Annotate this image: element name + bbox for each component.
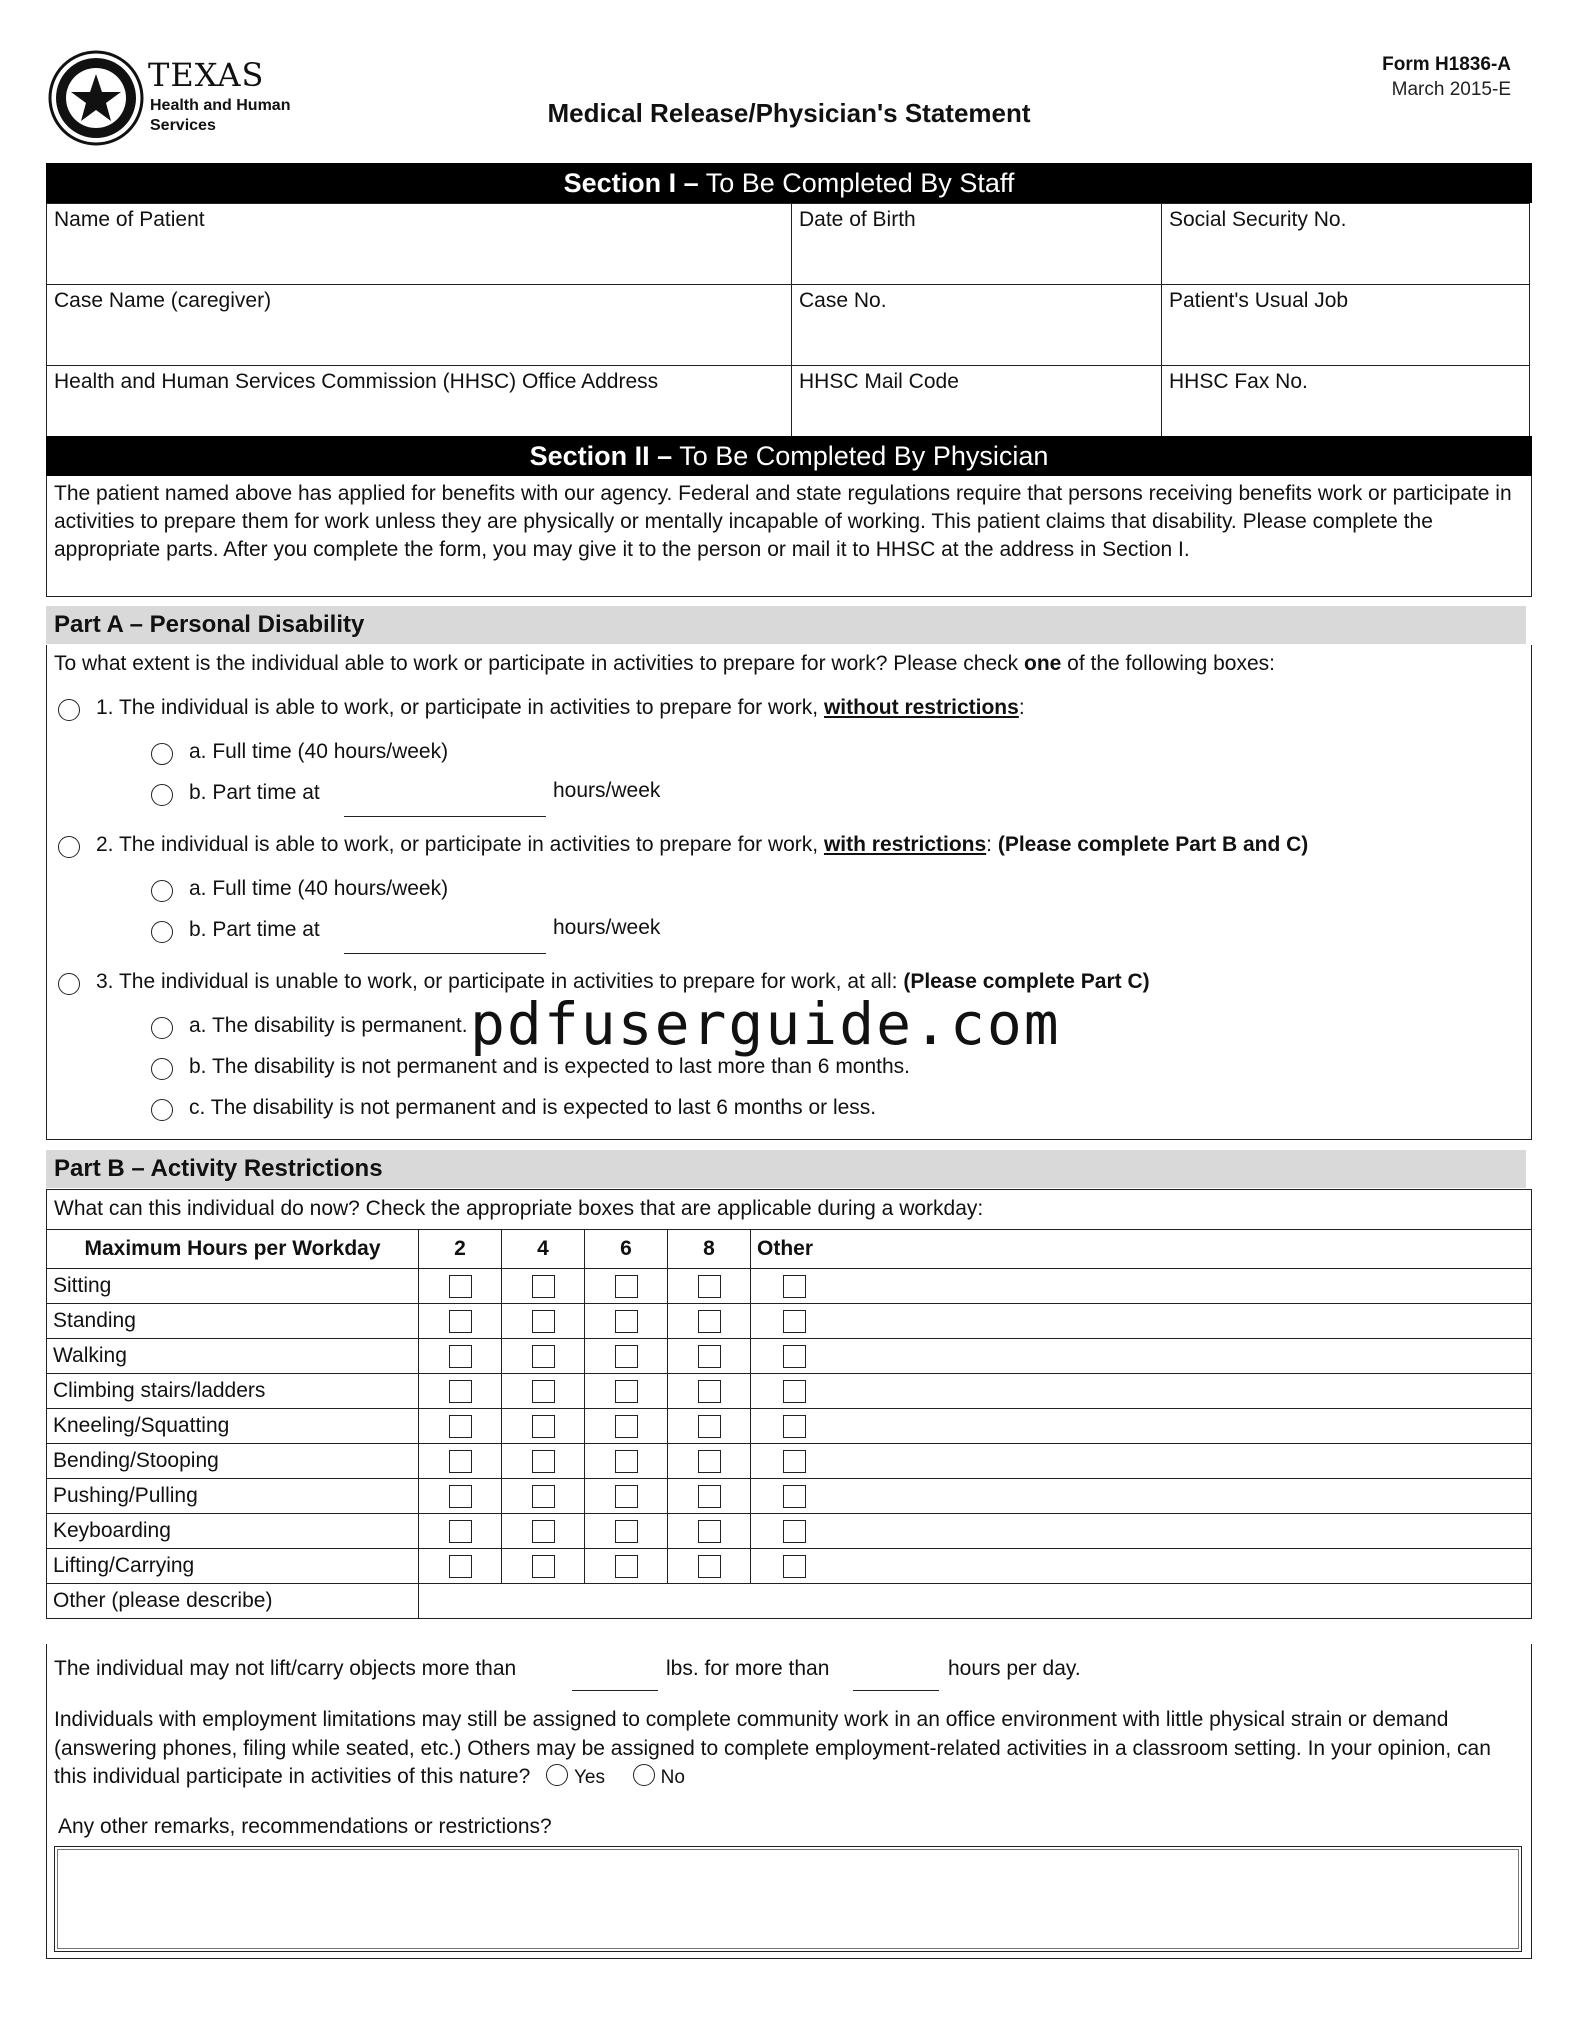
option-emphasis: with restrictions [823,833,987,856]
fax-no-field[interactable] [1162,366,1530,447]
other-describe-label: Other (please describe) [47,1584,419,1619]
option-2b-radio[interactable] [151,921,173,943]
hours-6-checkbox[interactable] [615,1415,638,1438]
option-3a-label: a. The disability is permanent. [189,1014,468,1037]
table-row [47,1269,1532,1304]
hours-4-checkbox[interactable] [532,1485,555,1508]
yes-radio[interactable] [546,1764,568,1786]
section-2-header [46,436,1532,476]
hours-other-checkbox[interactable] [783,1520,806,1543]
table-row [47,1339,1532,1374]
activity-restrictions-table [46,1229,1532,1619]
table-row [47,204,1530,285]
checkbox-cell [419,1479,502,1514]
hours-other-checkbox[interactable] [783,1415,806,1438]
option-2a-label: a. Full time (40 hours/week) [189,877,449,900]
checkbox-cell [419,1409,502,1444]
checkbox-cell [668,1479,751,1514]
checkbox-cell [751,1409,1532,1444]
remarks-label: Any other remarks, recommendations or restrictions? [58,1815,552,1838]
hours-8-checkbox[interactable] [698,1415,721,1438]
checkbox-cell [419,1514,502,1549]
hours-6-checkbox[interactable] [615,1380,638,1403]
checkbox-cell [751,1269,1532,1304]
table-row [47,1584,1532,1619]
option-text: 2. The individual is able to work, or participate in activities to prepare for work, [96,833,824,856]
option-1-label [96,696,1025,720]
lift-limit-pre: The individual may not lift/carry objects more than [54,1657,517,1680]
hours-4-checkbox[interactable] [532,1520,555,1543]
hours-8-checkbox[interactable] [698,1345,721,1368]
hours-2-checkbox[interactable] [449,1485,472,1508]
checkbox-cell [502,1549,585,1584]
hours-4-checkbox[interactable] [532,1415,555,1438]
date-of-birth-field[interactable] [792,204,1162,285]
table-row [47,366,1530,447]
name-of-patient-field[interactable] [47,204,792,285]
option-1a-label: a. Full time (40 hours/week) [189,740,449,763]
option-3b-label: b. The disability is not permanent and is expected to last more than 6 months. [189,1055,911,1078]
section-2-bold: Section II – [529,441,673,471]
option-3b-radio[interactable] [151,1058,173,1080]
checkbox-cell [668,1374,751,1409]
activity-label: Keyboarding [47,1514,419,1549]
option-text-mid: : [986,833,998,856]
hours-2-checkbox[interactable] [449,1380,472,1403]
lift-lbs-input[interactable] [572,1662,658,1691]
option-2-label [96,833,1308,857]
option-3-radio[interactable] [58,973,80,995]
table-header-row [47,1230,1532,1269]
hours-4-checkbox[interactable] [532,1345,555,1368]
limitations-text: Individuals with employment limitations may still be assigned to complete community work in an office environment with little physical strain or demand (answering phones, filing while seated, etc.) Others may be assigned to complete employment-related activities in a classroom setting. In your opinion, can this individual participate in activities of this nature? [54,1708,1491,1788]
lift-limit-mid: lbs. for more than [666,1657,830,1680]
option-note: (Please complete Part B and C) [997,833,1309,856]
table-row [47,1549,1532,1584]
hours-4-checkbox[interactable] [532,1555,555,1578]
question-text-end: of the following boxes: [1061,652,1275,675]
activity-label: Climbing stairs/ladders [47,1374,419,1409]
hours-other-checkbox[interactable] [783,1450,806,1473]
watermark: pdfuserguide.com [470,990,1061,1058]
hours-6-checkbox[interactable] [615,1345,638,1368]
option-text: 3. The individual is unable to work, or participate in activities to prepare for work, at all: [96,970,904,993]
checkbox-cell [502,1374,585,1409]
checkbox-cell [751,1549,1532,1584]
section-1-fields [46,203,1530,447]
hours-4-checkbox[interactable] [532,1275,555,1298]
hours-2-checkbox[interactable] [449,1555,472,1578]
option-2-radio[interactable] [58,836,80,858]
activity-label: Walking [47,1339,419,1374]
checkbox-cell [751,1444,1532,1479]
question-text: To what extent is the individual able to work or participate in activities to prepare for work? Please check [54,652,1024,675]
section-1-bold: Section I – [563,168,699,198]
mail-code-field[interactable] [792,366,1162,447]
option-3a-radio[interactable] [151,1017,173,1039]
checkbox-cell [585,1304,668,1339]
checkbox-cell [419,1339,502,1374]
lift-hours-input[interactable] [853,1662,939,1691]
ssn-field[interactable] [1162,204,1530,285]
hours-6-checkbox[interactable] [615,1520,638,1543]
checkbox-cell [668,1409,751,1444]
checkbox-cell [751,1339,1532,1374]
option-text: 1. The individual is able to work, or participate in activities to prepare for work, [96,696,824,719]
hours-2-checkbox[interactable] [449,1520,472,1543]
col-max-hours: Maximum Hours per Workday [47,1230,419,1269]
table-row [47,285,1530,366]
hours-2-checkbox[interactable] [449,1275,472,1298]
hours-8-checkbox[interactable] [698,1450,721,1473]
hours-4-checkbox[interactable] [532,1310,555,1333]
hours-8-checkbox[interactable] [698,1555,721,1578]
case-no-field[interactable] [792,285,1162,366]
no-radio[interactable] [633,1764,655,1786]
checkbox-cell [751,1514,1532,1549]
activity-label: Standing [47,1304,419,1339]
part-b-header: Part B – Activity Restrictions [46,1150,1526,1188]
checkbox-cell [751,1479,1532,1514]
activity-label: Pushing/Pulling [47,1479,419,1514]
hours-other-checkbox[interactable] [783,1380,806,1403]
usual-job-field[interactable] [1162,285,1530,366]
checkbox-cell [419,1444,502,1479]
field-label: Name of Patient [54,208,205,231]
col-4: 4 [502,1230,585,1269]
activity-label: Kneeling/Squatting [47,1409,419,1444]
checkbox-cell [585,1409,668,1444]
hours-other-checkbox[interactable] [783,1345,806,1368]
col-8: 8 [668,1230,751,1269]
checkbox-cell [668,1444,751,1479]
remarks-textarea[interactable] [54,1846,1522,1952]
option-1a-radio[interactable] [151,743,173,765]
checkbox-cell [585,1269,668,1304]
hours-other-checkbox[interactable] [783,1555,806,1578]
checkbox-cell [502,1269,585,1304]
part-a-question [54,652,1275,676]
hours-6-checkbox[interactable] [615,1450,638,1473]
checkbox-cell [419,1374,502,1409]
option-2b-hours-input[interactable] [344,923,546,954]
table-row [47,1374,1532,1409]
checkbox-cell [668,1269,751,1304]
field-label: HHSC Mail Code [799,370,959,393]
question-bold: one [1024,652,1062,675]
case-name-field[interactable] [47,285,792,366]
limitations-paragraph [54,1706,1524,1793]
checkbox-cell [502,1339,585,1374]
hours-6-checkbox[interactable] [615,1275,638,1298]
option-2b-unit: hours/week [553,916,661,939]
table-row [47,1479,1532,1514]
hours-6-checkbox[interactable] [615,1555,638,1578]
checkbox-cell [419,1549,502,1584]
field-label: Case No. [799,289,887,312]
hours-6-checkbox[interactable] [615,1485,638,1508]
option-1b-hours-input[interactable] [344,786,546,817]
checkbox-cell [668,1549,751,1584]
checkbox-cell [585,1479,668,1514]
checkbox-cell [502,1409,585,1444]
option-1b-radio[interactable] [151,784,173,806]
hours-8-checkbox[interactable] [698,1485,721,1508]
activity-label: Lifting/Carrying [47,1549,419,1584]
col-2: 2 [419,1230,502,1269]
checkbox-cell [585,1514,668,1549]
hours-2-checkbox[interactable] [449,1450,472,1473]
checkbox-cell [668,1304,751,1339]
part-b-question: What can this individual do now? Check the appropriate boxes that are applicable during a workday: [54,1197,984,1220]
option-1-radio[interactable] [58,699,80,721]
col-other: Other [751,1230,1532,1269]
hours-4-checkbox[interactable] [532,1380,555,1403]
hours-8-checkbox[interactable] [698,1380,721,1403]
option-2a-radio[interactable] [151,880,173,902]
hours-2-checkbox[interactable] [449,1345,472,1368]
option-1b-unit: hours/week [553,779,661,802]
option-1b-label: b. Part time at [189,781,320,804]
checkbox-cell [419,1269,502,1304]
section-2-rest: To Be Completed By Physician [679,441,1049,471]
field-label: Case Name (caregiver) [54,289,272,312]
checkbox-cell [502,1304,585,1339]
section-2-intro: The patient named above has applied for benefits with our agency. Federal and state regulations require that persons receiving benefits work or participate in activities to prepare them for work unless they are physically or mentally incapable of working. This patient claims that disability. Please complete the appropriate parts. After you complete the form, you may give it to the person or mail it to HHSC at the address in Section I. [46,476,1532,597]
page-title: Medical Release/Physician's Statement [547,98,1031,128]
option-3c-radio[interactable] [151,1099,173,1121]
table-row [47,1514,1532,1549]
checkbox-cell [502,1444,585,1479]
hours-6-checkbox[interactable] [615,1310,638,1333]
hours-2-checkbox[interactable] [449,1415,472,1438]
checkbox-cell [585,1444,668,1479]
hours-8-checkbox[interactable] [698,1275,721,1298]
checkbox-cell [419,1304,502,1339]
checkbox-cell [502,1479,585,1514]
section-1-header [46,163,1532,203]
office-address-field[interactable] [47,366,792,447]
other-describe-input[interactable] [419,1584,1532,1619]
hours-8-checkbox[interactable] [698,1310,721,1333]
form-number: Form H1836-A [1382,54,1511,75]
checkbox-cell [751,1374,1532,1409]
checkbox-cell [668,1514,751,1549]
activity-label: Bending/Stooping [47,1444,419,1479]
col-6: 6 [585,1230,668,1269]
hours-2-checkbox[interactable] [449,1310,472,1333]
checkbox-cell [751,1304,1532,1339]
checkbox-cell [585,1374,668,1409]
option-text-end: : [1018,696,1025,719]
field-label: Date of Birth [799,208,916,231]
checkbox-cell [502,1514,585,1549]
yes-label: Yes [573,1767,605,1788]
hours-other-checkbox[interactable] [783,1275,806,1298]
logo-texas: TEXAS [148,56,265,94]
option-emphasis: without restrictions [823,696,1019,719]
checkbox-cell [585,1339,668,1374]
hours-other-checkbox[interactable] [783,1310,806,1333]
table-row [47,1409,1532,1444]
hours-8-checkbox[interactable] [698,1520,721,1543]
no-label: No [660,1767,685,1788]
field-label: Patient's Usual Job [1169,289,1349,312]
checkbox-cell [585,1549,668,1584]
hours-other-checkbox[interactable] [783,1485,806,1508]
option-note: (Please complete Part C) [903,970,1150,993]
table-row [47,1304,1532,1339]
logo-line-2: Health and Human [150,97,291,114]
form-date: March 2015-E [1391,79,1511,100]
lift-limit-post: hours per day. [948,1657,1081,1680]
option-3c-label: c. The disability is not permanent and is expected to last 6 months or less. [189,1096,877,1119]
option-2b-label: b. Part time at [189,918,320,941]
section-1-rest: To Be Completed By Staff [705,168,1015,198]
hours-4-checkbox[interactable] [532,1450,555,1473]
field-label: HHSC Fax No. [1169,370,1308,393]
table-row [47,1444,1532,1479]
part-a-header: Part A – Personal Disability [46,606,1526,644]
activity-label: Sitting [47,1269,419,1304]
field-label: Social Security No. [1169,208,1347,231]
checkbox-cell [668,1339,751,1374]
field-label: Health and Human Services Commission (HHSC) Office Address [54,370,659,393]
logo-line-3: Services [150,117,216,134]
